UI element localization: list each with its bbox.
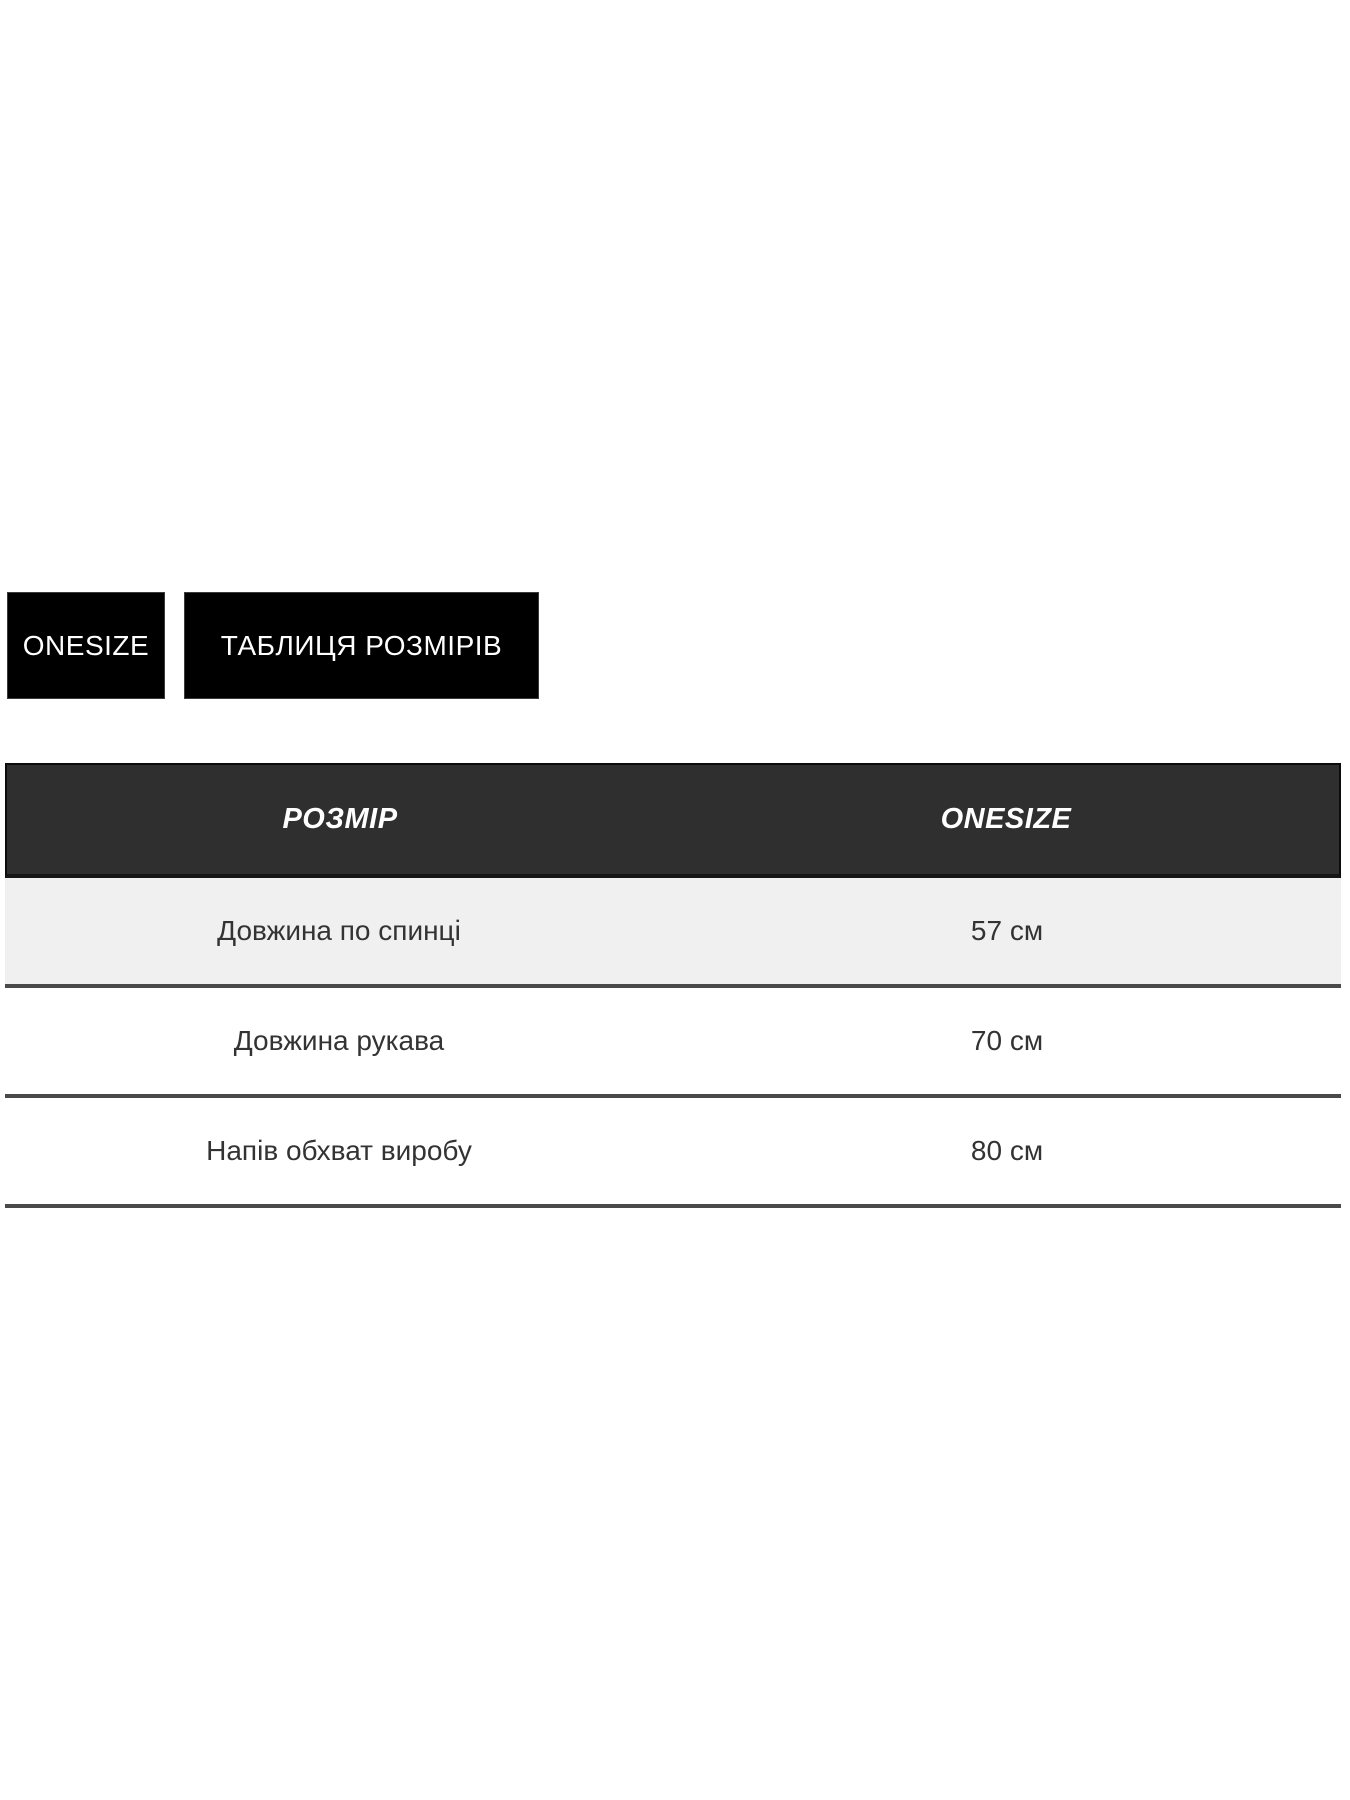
measurement-value: 70 см: [970, 1025, 1044, 1056]
measurement-label: Довжина по спинці: [217, 915, 461, 946]
table-header-size-value: ONESIZE: [940, 803, 1072, 835]
size-option-button[interactable]: ONESIZE: [7, 592, 165, 699]
measurement-value: 57 см: [970, 915, 1044, 946]
size-options-row: [7, 592, 539, 699]
measurement-label: Напів обхват виробу: [206, 1135, 472, 1166]
measurement-value: 80 см: [970, 1135, 1044, 1166]
size-chart-table: [5, 763, 1341, 1208]
measurement-label: Довжина рукава: [233, 1025, 445, 1056]
table-row: [5, 878, 1341, 988]
table-row: [5, 1098, 1341, 1208]
table-header-size-name: РОЗМІР: [282, 803, 398, 835]
size-chart-button[interactable]: ТАБЛИЦЯ РОЗМІРІВ: [184, 592, 539, 699]
table-header-row: [5, 763, 1341, 878]
table-row: [5, 988, 1341, 1098]
